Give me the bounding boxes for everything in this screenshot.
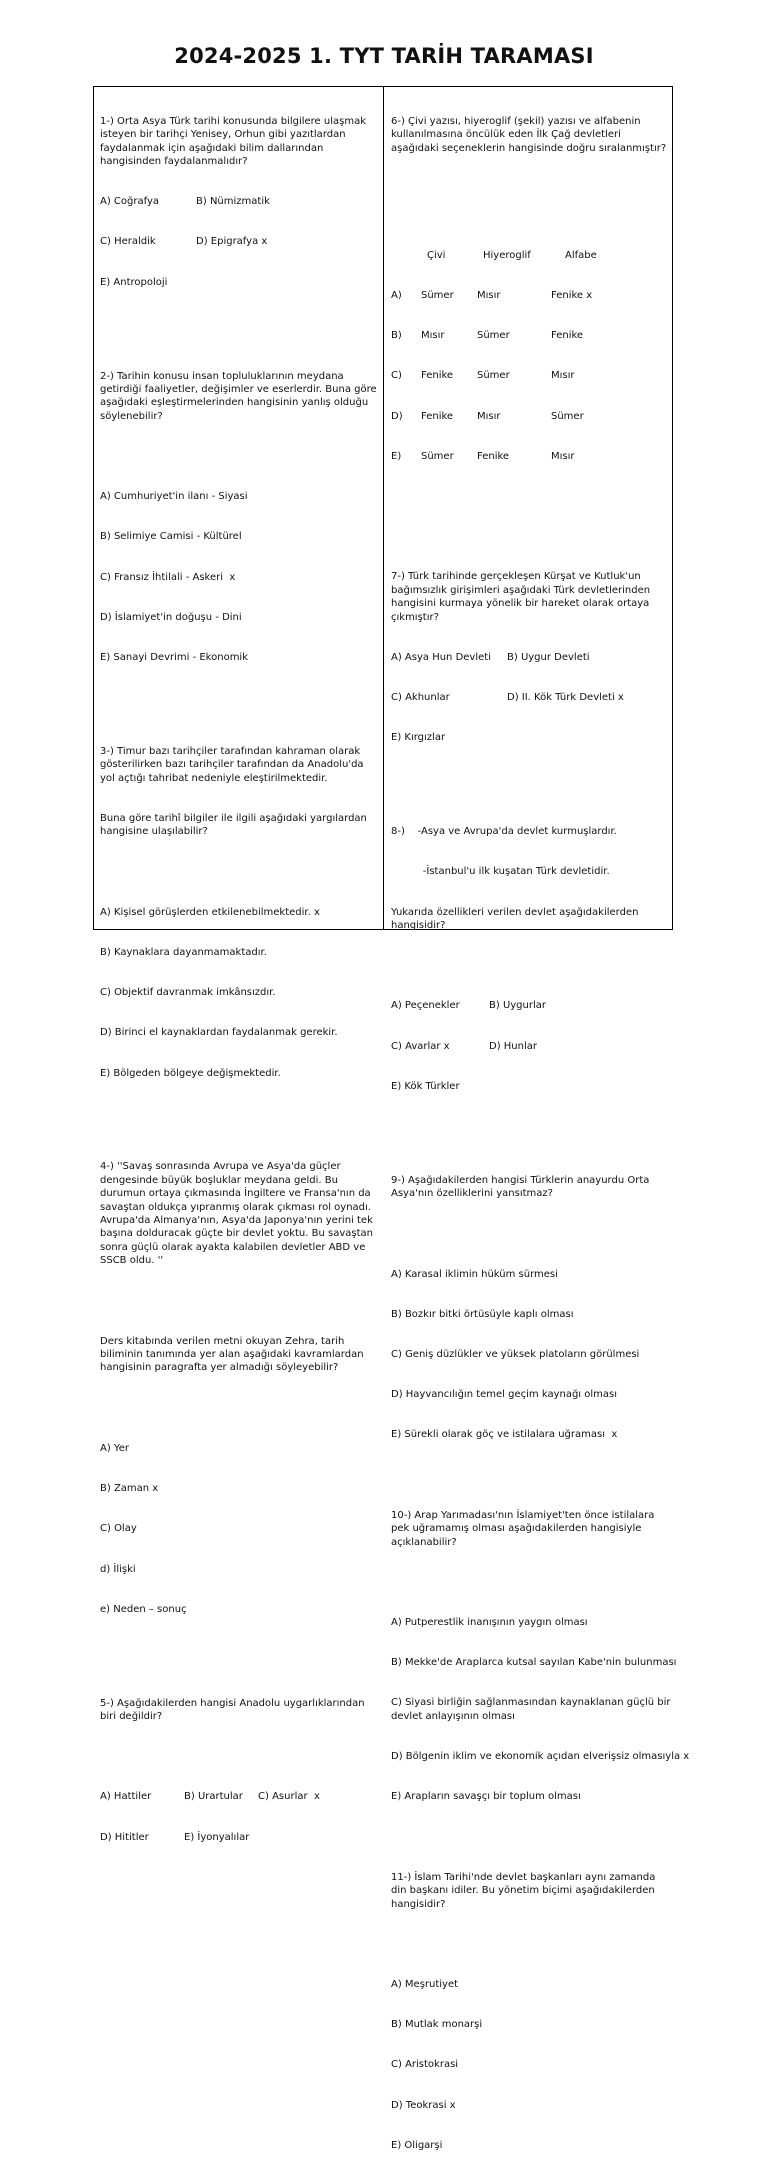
option: C) Asurlar x xyxy=(258,1791,320,1803)
option: d) İlişki xyxy=(100,1563,136,1575)
option: E) Kırgızlar xyxy=(391,732,446,744)
option: B) Kaynaklara dayanmamaktadır. xyxy=(100,946,267,958)
table-header-cell: Alfabe xyxy=(565,249,597,261)
table-cell: Sümer xyxy=(421,290,454,302)
option: A) Kişisel görüşlerden etkilenebilmektedir. x xyxy=(100,906,320,918)
option: C) Aristokrasi xyxy=(391,2059,459,2071)
option: D) Birinci el kaynaklardan faydalanmak gerekir. xyxy=(100,1027,338,1039)
table-cell: Sümer xyxy=(551,410,584,422)
option: C) Akhunlar xyxy=(391,692,450,704)
question-8-stem: Yukarıda özellikleri verilen devlet aşağıdakilerden hangisidir? xyxy=(391,906,639,932)
table-cell: Fenike xyxy=(477,450,510,462)
table-cell: Mısır xyxy=(477,410,501,422)
question-2 xyxy=(100,343,380,692)
option: A) Cumhuriyet'in ilanı - Siyasi xyxy=(100,491,248,503)
table-cell: Fenike x xyxy=(551,290,593,302)
question-8 xyxy=(391,798,671,1120)
option: A) Putperestlik inanışının yaygın olması xyxy=(391,1617,588,1629)
option: D) II. Kök Türk Devleti x xyxy=(507,692,624,704)
option: B) Selimiye Camisi - Kültürel xyxy=(100,531,242,543)
option: A) Coğrafya xyxy=(100,196,159,208)
option: E) Sanayi Devrimi - Ekonomik xyxy=(100,652,248,664)
options-table xyxy=(391,222,671,490)
question-11 xyxy=(391,1844,671,2179)
table-row xyxy=(391,329,671,342)
question-5-stem: 5-) Aşağıdakilerden hangisi Anadolu uygarlıklarından biri değildir? xyxy=(100,1697,365,1722)
question-4-prompt: Ders kitabında verilen metni okuyan Zehra, tarih biliminin tanımında yer alan aşağıdaki kavramlardan hangisinin paragrafta yer almadığı söyleyebilir? xyxy=(100,1335,364,1374)
question-11-stem: 11-) İslam Tarihi'nde devlet başkanları aynı zamanda din başkanı idiler. Bu yönetim biçimi aşağıdakilerden hangisidir? xyxy=(391,1871,656,1910)
option: A) Peçenekler xyxy=(391,1000,460,1012)
question-6-stem: 6-) Çivi yazısı, hiyeroglif (şekil) yazısı ve alfabenin kullanılmasına öncülük eden İlk Çağ devletleri aşağıdaki seçeneklerin hangisinde doğru sıralanmıştır? xyxy=(391,115,667,154)
option: E) Kök Türkler xyxy=(391,1080,460,1092)
option: e) Neden – sonuç xyxy=(100,1603,187,1615)
option: E) Arapların savaşçı bir toplum olması xyxy=(391,1791,581,1803)
table-header xyxy=(391,249,671,262)
right-column xyxy=(391,88,690,2179)
table-row xyxy=(391,289,671,302)
table-cell: Sümer xyxy=(477,330,510,342)
option: C) Olay xyxy=(100,1523,137,1535)
option: C) Fransız İhtilali - Askeri x xyxy=(100,571,236,583)
option: A) Asya Hun Devleti xyxy=(391,651,491,663)
question-5 xyxy=(100,1670,380,1871)
table-cell: A) xyxy=(391,290,402,302)
option: D) İslamiyet'in doğuşu - Dini xyxy=(100,611,242,623)
table-cell: Sümer xyxy=(477,370,510,382)
option: B) Zaman x xyxy=(100,1483,159,1495)
table-cell: B) xyxy=(391,330,402,342)
option: D) Hititler xyxy=(100,1831,149,1843)
table-cell: Sümer xyxy=(421,450,454,462)
option: A) Hattiler xyxy=(100,1791,152,1803)
option: A) Meşrutiyet xyxy=(391,1978,459,1990)
option: A) Karasal iklimin hüküm sürmesi xyxy=(391,1268,558,1280)
question-10 xyxy=(391,1482,690,1831)
question-1-stem: 1-) Orta Asya Türk tarihi konusunda bilgilere ulaşmak isteyen bir tarihçi Yenisey, Orhun gibi yazıtlardan faydalanmak için aşağıdaki bilim dallarından hangisinden faydalanmalıdır? xyxy=(100,115,366,168)
table-cell: Mısır xyxy=(551,370,575,382)
option: B) Bozkır bitki örtüsüyle kaplı olması xyxy=(391,1308,574,1320)
question-8-clue: 8-) -Asya ve Avrupa'da devlet kurmuşlardır. xyxy=(391,826,617,838)
table-cell: Mısır xyxy=(477,290,501,302)
option: B) Mekke'de Araplarca kutsal sayılan Kabe'nin bulunması xyxy=(391,1657,677,1669)
table-cell: Fenike xyxy=(421,410,454,422)
question-4 xyxy=(100,1134,380,1643)
option: B) Uygur Devleti xyxy=(507,651,590,663)
question-4-quote: 4-) ''Savaş sonrasında Avrupa ve Asya'da güçler dengesinde büyük boşluklar meydana geldi. Bu durumun ortaya çıkmasında İngiltere ve Fransa'nın da savaştan oldukça yıpranmış olarak çıkması rol oynadı. Avrupa'da Almanya'nın, Asya'da Japonya'nın yerini tek başına dolduracak güçte bir devlet yoktu. Bu savaştan sonra güçlü olarak ayakta kalabilen devletler ABD ve SSCB oldu. '' xyxy=(100,1161,373,1267)
question-2-stem: 2-) Tarihin konusu insan topluluklarının meydana getirdiği faaliyetler, değişimler ve eserlerdir. Buna göre aşağıdaki eşleştirmelerinden hangisinin yanlış olduğu söylenebilir? xyxy=(100,370,377,422)
option: B) Uygurlar xyxy=(489,1000,546,1012)
option: A) Yer xyxy=(100,1442,129,1454)
question-10-stem: 10-) Arap Yarımadası'nın İslamiyet'ten önce istilalara pek uğramamış olması aşağıdakilerden hangisiyle açıklanabilir? xyxy=(391,1509,655,1548)
option: D) Bölgenin iklim ve ekonomik açıdan elverişsiz olmasıyla x xyxy=(391,1751,690,1763)
table-header-cell: Çivi xyxy=(427,249,446,261)
column-divider xyxy=(383,86,384,930)
option: D) Epigrafya x xyxy=(196,236,268,248)
option: C) Avarlar x xyxy=(391,1040,450,1052)
option: E) İyonyalılar xyxy=(184,1831,250,1843)
question-6 xyxy=(391,88,671,517)
question-1 xyxy=(100,88,380,316)
table-cell: C) xyxy=(391,370,402,382)
option: E) Sürekli olarak göç ve istilalara uğraması x xyxy=(391,1429,618,1441)
table-header-cell: Hiyeroglif xyxy=(483,249,531,261)
table-row xyxy=(391,410,671,423)
page-title: 2024-2025 1. TYT TARİH TARAMASI xyxy=(174,44,594,68)
option: C) Heraldik xyxy=(100,236,156,248)
option: E) Oligarşi xyxy=(391,2139,443,2151)
table-cell: Mısır xyxy=(421,330,445,342)
table-cell: D) xyxy=(391,410,403,422)
question-3 xyxy=(100,718,380,1107)
option: B) Mutlak monarşi xyxy=(391,2019,483,2031)
option: B) Urartular xyxy=(184,1791,243,1803)
table-cell: Fenike xyxy=(421,370,454,382)
option: D) Hayvancılığın temel geçim kaynağı olması xyxy=(391,1389,618,1401)
option: C) Geniş düzlükler ve yüksek platoların görülmesi xyxy=(391,1348,640,1360)
option: D) Hunlar xyxy=(489,1040,537,1052)
option: C) Siyasi birliğin sağlanmasından kaynaklanan güçlü bir devlet anlayışının olması xyxy=(391,1697,671,1722)
option: D) Teokrasi x xyxy=(391,2099,456,2111)
table-row xyxy=(391,369,671,382)
question-9 xyxy=(391,1147,671,1469)
option: B) Nümizmatik xyxy=(196,196,270,208)
question-8-clue: -İstanbul'u ilk kuşatan Türk devletidir. xyxy=(391,866,610,878)
table-cell: Mısır xyxy=(551,450,575,462)
question-3-stem: 3-) Timur bazı tarihçiler tarafından kahraman olarak gösterilirken bazı tarihçiler tarafından da Anadolu'da yol açtığı tahribat nedeniyle eleştirilmektedir. xyxy=(100,745,364,784)
option: E) Antropoloji xyxy=(100,276,168,288)
table-row xyxy=(391,450,671,463)
option: E) Bölgeden bölgeye değişmektedir. xyxy=(100,1067,281,1079)
question-3-prompt: Buna göre tarihî bilgiler ile ilgili aşağıdaki yargılardan hangisine ulaşılabilir? xyxy=(100,812,367,838)
question-7-stem: 7-) Türk tarihinde gerçekleşen Kürşat ve Kutluk'un bağımsızlık girişimleri aşağıdaki Türk devletlerinden hangisini kurmaya yönelik bir hareket olarak ortaya çıkmıştır? xyxy=(391,571,651,623)
option: C) Objektif davranmak imkânsızdır. xyxy=(100,987,276,999)
question-7 xyxy=(391,544,671,772)
left-column xyxy=(100,88,380,1871)
table-cell: E) xyxy=(391,450,402,462)
table-cell: Fenike xyxy=(551,330,584,342)
question-9-stem: 9-) Aşağıdakilerden hangisi Türklerin anayurdu Orta Asya'nın özelliklerini yansıtmaz? xyxy=(391,1174,650,1200)
